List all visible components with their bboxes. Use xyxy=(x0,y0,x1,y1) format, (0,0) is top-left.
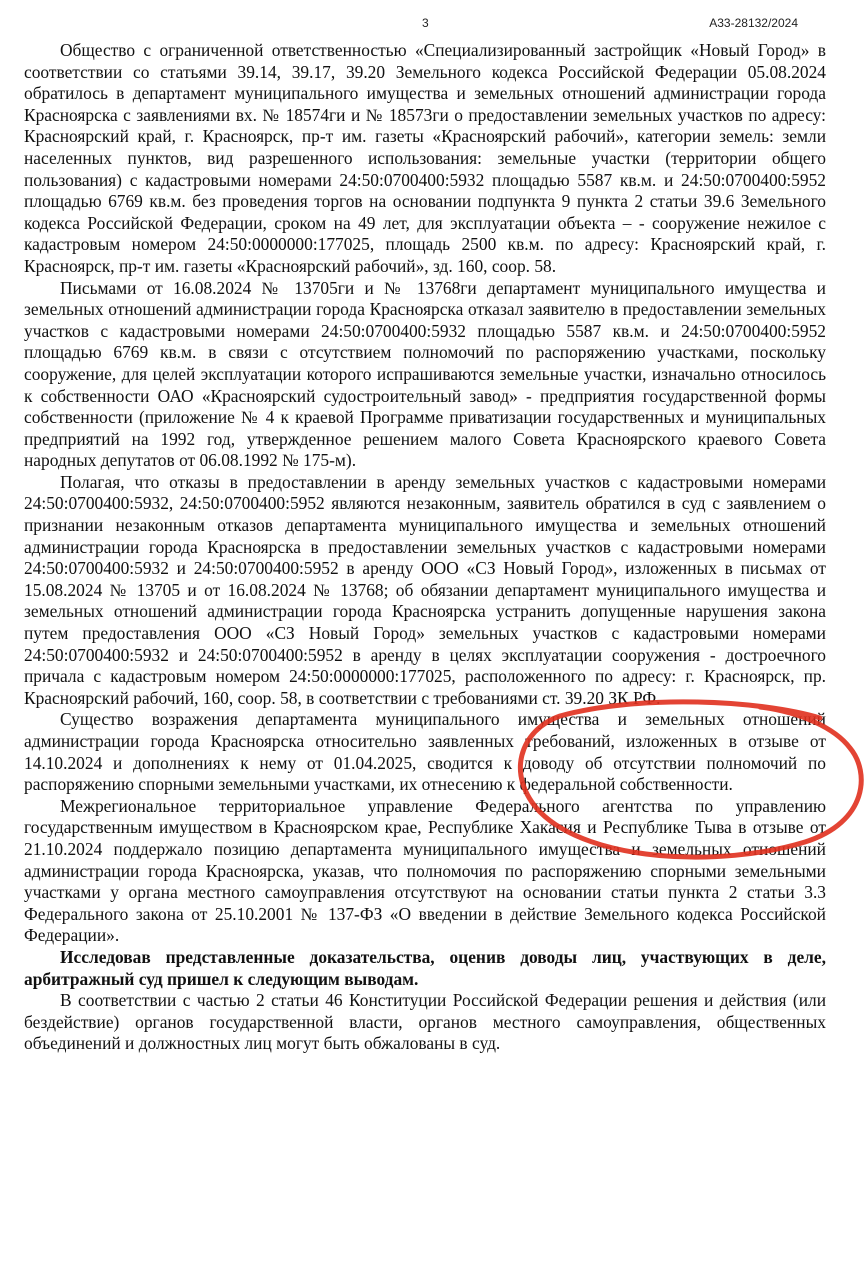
paragraph-application: Общество с ограниченной ответственностью «Специализированный застройщик «Новый Город» в соответствии со статьями 39.14, 39.17, 39.20 Земельного кодекса Российской Федерации 05.08.2024 обратилось в департамент муниципального имущества и земельных отношений администрации города Красноярска с заявлениями вх. № 18574ги и № 18573ги о предоставлении земельных участков по адресу: Красноярский край, г. Красноярск, пр-т им. газеты «Красноярский рабочий», категории земель: земли населенных пунктов, вид разрешенного использования: земельные участки (территории общего пользования) с кадастровыми номерами 24:50:0700400:5932 площадью 5587 кв.м. и 24:50:0700400:5952 площадью 6769 кв.м. без проведения торгов на основании подпункта 9 пункта 2 статьи 39.6 Земельного кодекса Российской Федерации, сроком на 49 лет, для эксплуатации объекта – - сооружение нежилое с кадастровым номером 24:50:0000000:177025, площадь 2500 кв.м. по адресу: Красноярский край, г. Красноярск, пр-т им. газеты «Красноярский рабочий», зд. 160, соор. 58. xyxy=(24,40,826,276)
paragraph-claim: Полагая, что отказы в предоставлении в аренду земельных участков с кадастровыми номерами 24:50:0700400:5932, 24:50:0700400:5952 являются незаконным, заявитель обратился в суд с заявлением о признании незаконным отказов департамента муниципального имущества и земельных отношений администрации города Красноярска в предоставлении земельных участков с кадастровыми номерами 24:50:0700400:5932 и 24:50:0700400:5952 в аренду ООО «СЗ Новый Город», изложенных в письмах от 15.08.2024 № 13705 и от 16.08.2024 № 13768; об обязании департамент муниципального имущества и земельных отношений администрации города Красноярска устранить допущенные нарушения закона путем предоставления ООО «СЗ Новый Город» земельных участков с кадастровыми номерами 24:50:0700400:5932 и 24:50:0700400:5952 в аренду в целях эксплуатации сооружения - достроечного причала с кадастровым номером 24:50:0000000:177025, расположенного по адресу: г. Красноярск, пр. Красноярский рабочий, 160, соор. 58, в соответствии с требованиями ст. 39.20 ЗК РФ. xyxy=(24,471,826,708)
document-body xyxy=(24,40,826,1055)
paragraph-constitution: В соответствии с частью 2 статьи 46 Конституции Российской Федерации решения и действия (или бездействие) органов государственной власти, органов местного самоуправления, общественных объединений и должностных лиц могут быть обжалованы в суд. xyxy=(24,990,826,1054)
paragraph-refusal-letters: Письмами от 16.08.2024 № 13705ги и № 13768ги департамент муниципального имущества и земельных отношений администрации города Красноярска отказал заявителю в предоставлении земельных участков с кадастровыми номерами 24:50:0700400:5932 площадью 5587 кв.м. и 24:50:0700400:5952 площадью 6769 кв.м. в связи с отсутствием полномочий по распоряжению участками, поскольку сооружение, для целей эксплуатации которого испрашиваются земельные участки, изначально относилось к собственности ОАО «Красноярский судостроительный завод» - предприятия государственной формы собственности (приложение № 4 к краевой Программе приватизации государственных и муниципальных предприятий на 1992 год, утвержденное решением малого Совета Красноярского краевого Совета народных депутатов от 06.08.1992 № 175-м). xyxy=(24,277,826,471)
page-number: 3 xyxy=(422,16,429,30)
paragraph-court-conclusion-heading: Исследовав представленные доказательства, оценив доводы лиц, участвующих в деле, арбитражный суд пришел к следующим выводам. xyxy=(24,946,826,989)
case-number: А33-28132/2024 xyxy=(709,16,798,30)
paragraph-federal-agency-position: Межрегиональное территориальное управление Федерального агентства по управлению государственным имуществом в Красноярском крае, Республике Хакасия и Республике Тыва в отзыве от 21.10.2024 поддержало позицию департамента муниципального имущества и земельных отношений администрации города Красноярска, указав, что полномочия по распоряжению спорными земельными участками у органа местного самоуправления отсутствуют на основании статьи пункта 2 статьи 3.3 Федерального закона от 25.10.2001 № 137-ФЗ «О введении в действие Земельного кодекса Российской Федерации». xyxy=(24,795,826,946)
page-header xyxy=(0,16,868,36)
paragraph-department-objection: Существо возражения департамента муниципального имущества и земельных отношений администрации города Красноярска относительно заявленных требований, изложенных в отзыве от 14.10.2024 и дополнениях к нему от 01.04.2025, сводится к доводу об отсутствии полномочий по распоряжению спорными земельными участками, их отнесению к федеральной собственности. xyxy=(24,709,826,795)
